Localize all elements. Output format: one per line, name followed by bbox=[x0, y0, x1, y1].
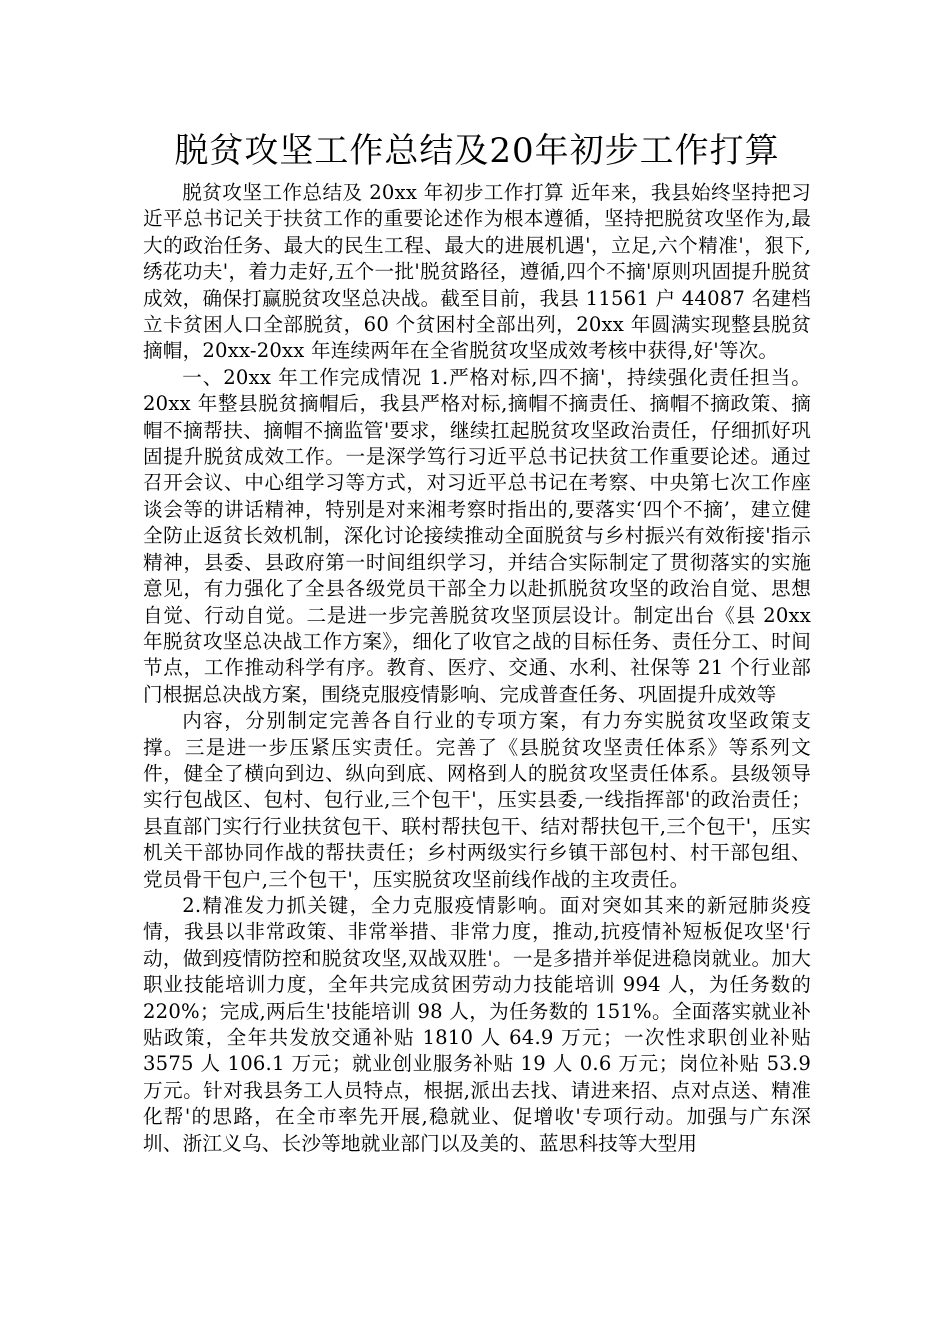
paragraph-section-two: 2.精准发力抓关键，全力克服疫情影响。面对突如其来的新冠肺炎疫情，我县以非常政策、非常举措、非常力度，推动,抗疫情补短板促攻坚'行动，做到疫情防控和脱贫攻坚,双战双胜'。一是多措并举促进稳岗就业。加大职业技能培训力度，全年共完成贫困劳动力技能培训 994 人，为任务数的 220%；完成,两后生'技能培训 98 人，为任务数的 151%。全面落实就业补贴政策，全年共发放交通补贴 1810 人 64.9 万元；一次性求职创业补贴 3575 人 106.1 万元；就业创业服务补贴 19 人 0.6 万元；岗位补贴 53.9 万元。针对我县务工人员特点，根据,派出去找、请进来招、点对点送、精准化帮'的思路，在全市率先开展,稳就业、促增收'专项行动。加强与广东深圳、浙江义乌、长沙等地就业部门以及美的、蓝思科技等大型用 bbox=[143, 893, 811, 1155]
paragraph-responsibility: 内容，分别制定完善各自行业的专项方案，有力夯实脱贫攻坚政策支撑。三是进一步压紧压实责任。完善了《县脱贫攻坚责任体系》等系列文件，健全了横向到边、纵向到底、网格到人的脱贫攻坚责任体系。县级领导实行包战区、包村、包行业,三个包干'，压实县委,一线指挥部'的政治责任；县直部门实行行业扶贫包干、联村帮扶包干、结对帮扶包干,三个包干'，压实机关干部协同作战的帮扶责任；乡村两级实行乡镇干部包村、村干部包组、党员骨干包户,三个包干'，压实脱贫攻坚前线作战的主攻责任。 bbox=[143, 709, 811, 891]
paragraph-intro: 脱贫攻坚工作总结及 20xx 年初步工作打算 近年来，我县始终坚持把习近平总书记关于扶贫工作的重要论述作为根本遵循，坚持把脱贫攻坚作为,最大的政治任务、最大的民生工程、最大的进展机遇'，立足,六个精准'，狠下,绣花功夫'，着力走好,五个一批'脱贫路径，遵循,四个不摘'原则巩固提升脱贫成效，确保打赢脱贫攻坚总决战。截至目前，我县 11561 户 44087 名建档立卡贫困人口全部脱贫，60 个贫困村全部出列，20xx 年圆满实现整县脱贫摘帽，20xx-20xx 年连续两年在全省脱贫攻坚成效考核中获得,好'等次。 bbox=[143, 181, 811, 363]
document-title: 脱贫攻坚工作总结及20年初步工作打算 bbox=[174, 131, 780, 171]
paragraph-section-one: 一、20xx 年工作完成情况 1.严格对标,四不摘'，持续强化责任担当。20xx 年整县脱贫摘帽后，我县严格对标,摘帽不摘责任、摘帽不摘政策、摘帽不摘帮扶、摘帽不摘监管'要求，继续扛起脱贫攻坚政治责任，仔细抓好巩固提升脱贫成效工作。一是深学笃行习近平总书记扶贫工作重要论述。通过召开会议、中心组学习等方式，对习近平总书记在考察、中央第七次工作座谈会等的讲话精神，特别是对来湘考察时指出的,要落实‘四个不摘’，建立健全防止返贫长效机制，深化讨论接续推动全面脱贫与乡村振兴有效衔接'指示精神，县委、县政府第一时间组织学习，并结合实际制定了贯彻落实的实施意见，有力强化了全县各级党员干部全力以赴抓脱贫攻坚的政治自觉、思想自觉、行动自觉。二是进一步完善脱贫攻坚顶层设计。制定出台《县 20xx 年脱贫攻坚总决战工作方案》，细化了收官之战的目标任务、责任分工、时间节点，工作推动科学有序。教育、医疗、交通、水利、社保等 21 个行业部门根据总决战方案，围绕克服疫情影响、完成普查任务、巩固提升成效等 bbox=[143, 365, 811, 706]
document-page bbox=[143, 128, 811, 1157]
